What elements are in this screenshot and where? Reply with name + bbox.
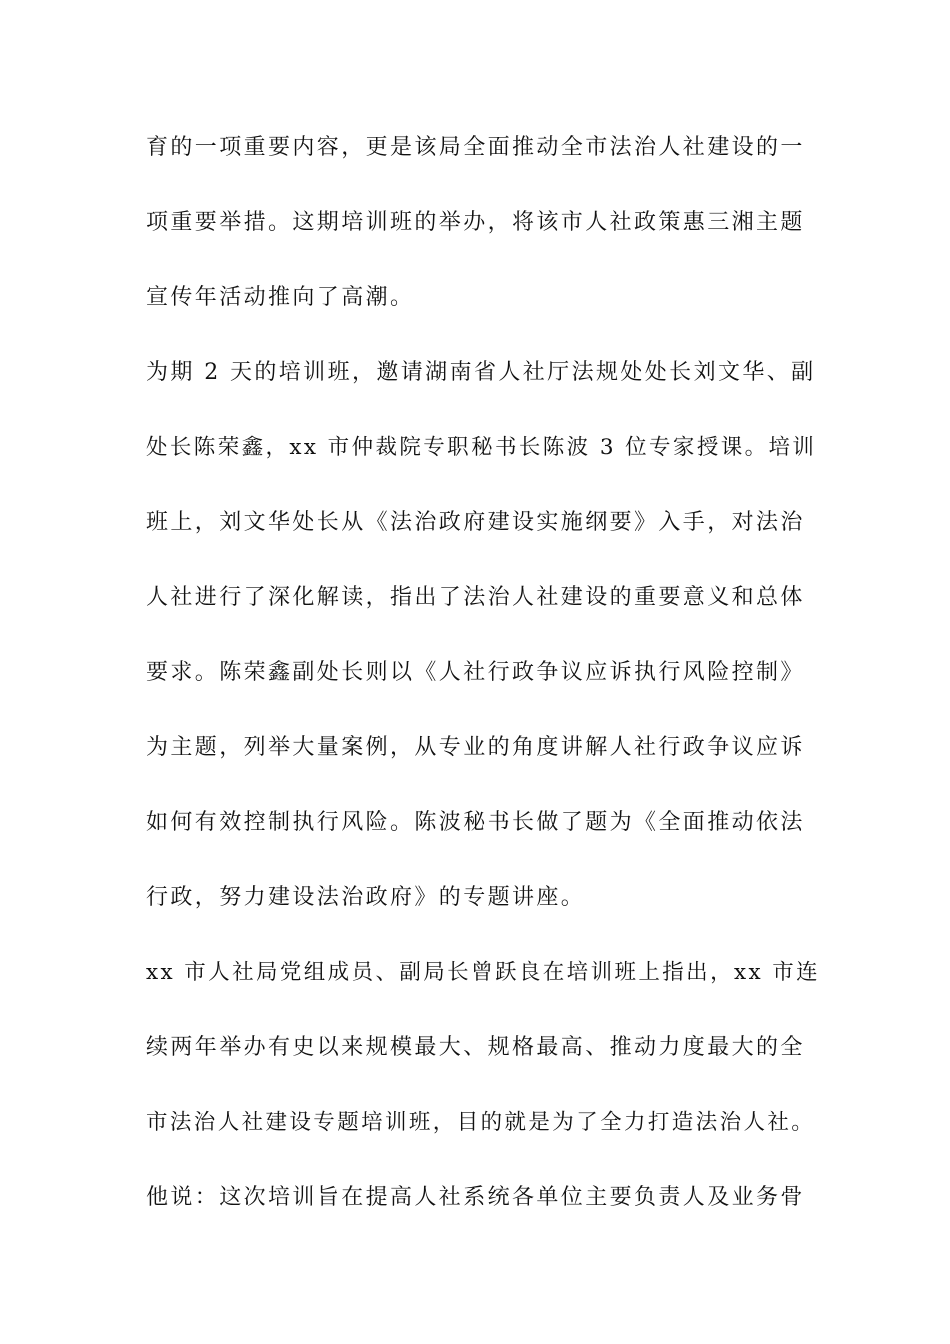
text-line: 如何有效控制执行风险。陈波秘书长做了题为《全面推动依法 <box>146 810 805 835</box>
text-line: 市法治人社建设专题培训班，目的就是为了全力打造法治人社。 <box>146 1110 816 1135</box>
text-line: 要求。陈荣鑫副处长则以《人社行政争议应诉执行风险控制》 <box>146 660 805 685</box>
text-line: 为主题，列举大量案例，从专业的角度讲解人社行政争议应诉 <box>146 735 805 760</box>
text-line: 班上，刘文华处长从《法治政府建设实施纲要》入手，对法治 <box>146 510 805 535</box>
text-line: 项重要举措。这期培训班的举办，将该市人社政策惠三湘主题 <box>146 210 805 235</box>
text-line: 宣传年活动推向了高潮。 <box>146 285 415 310</box>
text-line: 续两年举办有史以来规模最大、规格最高、推动力度最大的全 <box>146 1035 805 1060</box>
text-line: 他说：这次培训旨在提高人社系统各单位主要负责人及业务骨 <box>146 1185 805 1210</box>
text-line: 处长陈荣鑫，xx 市仲裁院专职秘书长陈波 3 位专家授课。培训 <box>146 435 817 460</box>
text-line: xx 市人社局党组成员、副局长曾跃良在培训班上指出，xx 市连 <box>146 960 821 985</box>
text-line: 行政，努力建设法治政府》的专题讲座。 <box>146 885 586 910</box>
text-line: 育的一项重要内容，更是该局全面推动全市法治人社建设的一 <box>146 135 805 160</box>
text-line: 人社进行了深化解读，指出了法治人社建设的重要意义和总体 <box>146 585 805 610</box>
text-line: 为期 2 天的培训班，邀请湖南省人社厅法规处处长刘文华、副 <box>146 360 816 385</box>
